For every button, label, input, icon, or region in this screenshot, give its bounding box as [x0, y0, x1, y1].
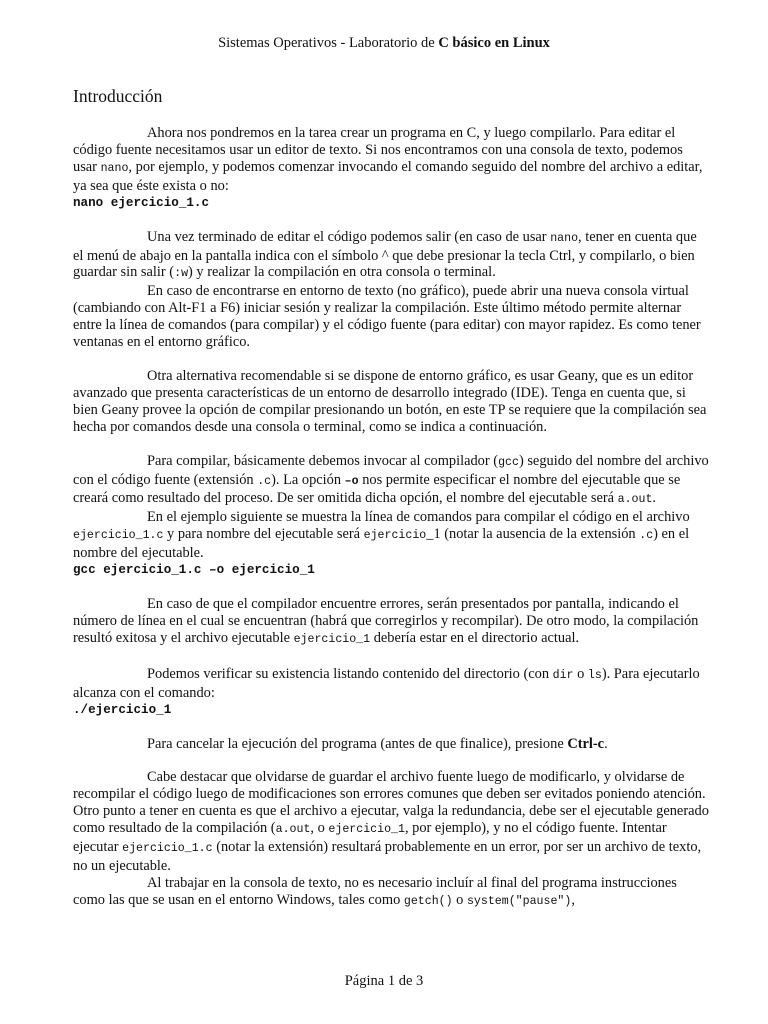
paragraph-6: En el ejemplo siguiente se muestra la línea de comandos para compilar el código en el archivo ejercicio_1.c y para nombre del ejecutable será ejercicio_1 (notar la ausencia de la extensión .c) en el nombre del ejecutable. — [73, 509, 690, 562]
inline-code: ejercicio_1.c — [122, 842, 213, 856]
inline-code: .c — [257, 474, 272, 488]
command-line-2: gcc ejercicio_1.c –o ejercicio_1 — [73, 563, 315, 578]
bold-keystroke: Ctrl-c — [567, 735, 605, 752]
inline-code: :w — [174, 267, 189, 281]
inline-code: nano — [100, 161, 129, 175]
inline-code: ejercicio_1.c — [73, 529, 164, 543]
inline-code: nano — [550, 231, 579, 245]
inline-code: ejercicio — [363, 529, 427, 543]
paragraph-7: En caso de que el compilador encuentre errores, serán presentados por pantalla, indicando el número de línea en el cual se encuentran (habrá que corregirlos y recompilar). De otro modo, la compilación resultó exitosa y el archivo ejecutable ejercicio_1 debería estar en el directorio actual. — [73, 596, 699, 646]
paragraph-8: Podemos verificar su existencia listando contenido del directorio (con dir o ls). Para ejecutarlo alcanza con el comando: — [73, 665, 700, 701]
inline-code: gcc — [498, 455, 519, 469]
page-number-footer: Página 1 de 3 — [344, 973, 424, 989]
paragraph-5: Para compilar, básicamente debemos invocar al compilador (gcc) seguido del nombre del archivo con el código fuente (extensión .c). La opción –o nos permite especificar el nombre del ejecutable que se creará como resultado del proceso. De ser omitida dicha opción, el nombre del ejecutable será a.out. — [73, 452, 709, 507]
inline-code: a.out — [617, 493, 653, 507]
paragraph-4: Otra alternativa recomendable si se dispone de entorno gráfico, es usar Geany, que es un editor avanzado que presenta características de un entorno de desarrollo integrado (IDE). Tenga en cuenta que, si bien Geany provee la opción de compilar presionando un botón, en este TP se requiere que la compilación sea hecha por comandos desde una consola o terminal, como se indica a continuación. — [73, 367, 707, 435]
running-header — [0, 33, 768, 53]
inline-code: system("pause") — [466, 894, 572, 908]
inline-code: ls — [587, 668, 602, 682]
inline-code: dir — [552, 668, 574, 682]
paragraph-2: Una vez terminado de editar el código podemos salir (en caso de usar nano, tener en cuenta que el menú de abajo en la pantalla indica con el símbolo ^ que debe presionar la tecla Ctrl, y compilarlo, o bien guardar sin salir (:w) y realizar la compilación en otra consola o terminal. — [73, 228, 697, 281]
paragraph-3: En caso de encontrarse en entorno de texto (no gráfico), puede abrir una nueva consola virtual (cambiando con Alt-F1 a F6) iniciar sesión y realizar la compilación. Este último método permite alternar entre la línea de comandos (para compilar) y el código fuente (para editar) con mayor rapidez. Es como tener ventanas en el entorno gráfico. — [73, 283, 701, 351]
inline-code: a.out — [275, 823, 311, 837]
command-line-1: nano ejercicio_1.c — [73, 195, 210, 210]
inline-code: getch() — [403, 894, 453, 908]
section-title: Introducción — [73, 86, 163, 106]
paragraph-9: Para cancelar la ejecución del programa (antes de que finalice), presione Ctrl-c. — [147, 735, 608, 752]
paragraph-1: Ahora nos pondremos en la tarea crear un programa en C, y luego compilarlo. Para editar el código fuente necesitamos usar un editor de texto. Si nos encontramos con una consola de texto, podemos usar nano, por ejemplo, y podemos comenzar invocando el comando seguido del nombre del archivo a editar, ya sea que éste exista o no: — [73, 125, 703, 194]
document-body — [73, 84, 709, 911]
paragraph-10: Cabe destacar que olvidarse de guardar el archivo fuente luego de modificarlo, y olvidarse de recompilar el código luego de modificaciones son errores comunes que deben ser evitados poniendo atención. Otro punto a tener en cuenta es que el archivo a ejecutar, valga la redundancia, debe ser el ejecutable generado como resultado de la compilación (a.out, o ejercicio_1, por ejemplo), y no el código fuente. Intentar ejecutar ejercicio_1.c (notar la extensión) resultará probablemente en un error, por ser un archivo de texto, no un ejecutable. — [73, 769, 709, 874]
header-text: Sistemas Operativos - Laboratorio de — [218, 35, 439, 51]
header-bold-text: C básico en Linux — [438, 35, 550, 51]
inline-code: –o — [344, 474, 359, 488]
inline-code: .c — [639, 529, 654, 543]
inline-code: ejercicio_1 — [328, 823, 405, 837]
inline-code: ejercicio_1 — [293, 632, 371, 646]
command-line-3: ./ejercicio_1 — [73, 702, 172, 717]
paragraph-11: Al trabajar en la consola de texto, no es necesario incluír al final del programa instrucciones como las que se usan en el entorno Windows, tales como getch() o system("pause"), — [73, 874, 677, 908]
